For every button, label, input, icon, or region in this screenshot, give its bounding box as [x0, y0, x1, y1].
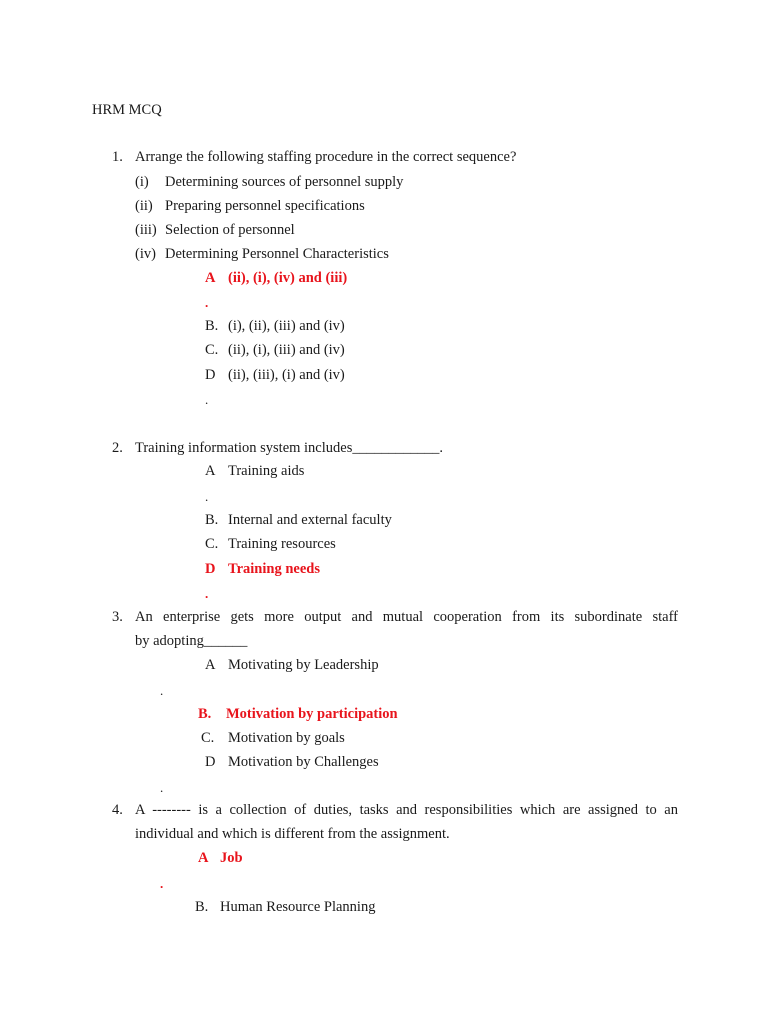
- list-dot: .: [205, 295, 209, 310]
- answer-option-text-correct: Motivation by participation: [226, 706, 398, 722]
- sub-item-text: Determining Personnel Characteristics: [165, 246, 389, 262]
- question-number: 4.: [112, 802, 123, 818]
- answer-option-label: B.: [195, 899, 209, 915]
- answer-option-text: (i), (ii), (iii) and (iv): [228, 318, 345, 334]
- answer-option-text-correct: Job: [220, 850, 243, 866]
- question-text: Training information system includes____________.: [135, 440, 443, 456]
- sub-item-label: (iv): [135, 246, 156, 262]
- list-dot: .: [160, 683, 164, 698]
- answer-option-label: C.: [201, 730, 215, 746]
- sub-item-label: (i): [135, 174, 149, 190]
- list-dot: .: [205, 489, 209, 504]
- answer-option-label-correct: A: [198, 850, 209, 866]
- answer-option-text: (ii), (iii), (i) and (iv): [228, 367, 345, 383]
- answer-option-text: (ii), (i), (iii) and (iv): [228, 342, 345, 358]
- answer-option-text: Motivation by goals: [228, 730, 345, 746]
- answer-option-label: C.: [205, 536, 219, 552]
- answer-option-text: Motivating by Leadership: [228, 657, 379, 673]
- question-text: An enterprise gets more output and mutual cooperation from its subordinate staff: [135, 609, 678, 625]
- answer-option-text: Training aids: [228, 463, 305, 479]
- answer-option-text: Training resources: [228, 536, 336, 552]
- answer-option-label: D: [205, 367, 216, 383]
- sub-item-label: (ii): [135, 198, 153, 214]
- answer-option-label-correct: D: [205, 561, 216, 577]
- answer-option-label: B.: [205, 512, 219, 528]
- sub-item-text: Determining sources of personnel supply: [165, 174, 404, 190]
- list-dot: .: [205, 586, 209, 601]
- answer-option-text-correct: Training needs: [228, 561, 320, 577]
- answer-option-text: Internal and external faculty: [228, 512, 392, 528]
- question-number: 3.: [112, 609, 123, 625]
- list-dot: .: [160, 876, 164, 891]
- question-text: A -------- is a collection of duties, tasks and responsibilities which are assigned to an: [135, 802, 678, 818]
- answer-option-label: C.: [205, 342, 219, 358]
- doc-title: HRM MCQ: [92, 102, 162, 118]
- list-dot: .: [205, 392, 209, 407]
- answer-option-label: B.: [205, 318, 219, 334]
- answer-option-label-correct: B.: [198, 706, 212, 722]
- sub-item-text: Selection of personnel: [165, 222, 295, 238]
- answer-option-text-correct: (ii), (i), (iv) and (iii): [228, 270, 348, 286]
- question-text-continued: individual and which is different from the assignment.: [135, 826, 450, 842]
- question-text: Arrange the following staffing procedure in the correct sequence?: [135, 149, 517, 165]
- question-number: 2.: [112, 440, 123, 456]
- answer-option-label: A: [205, 463, 216, 479]
- answer-option-text: Motivation by Challenges: [228, 754, 379, 770]
- question-text-continued: by adopting______: [135, 633, 248, 649]
- answer-option-text: Human Resource Planning: [220, 899, 376, 915]
- list-dot: .: [160, 780, 164, 795]
- answer-option-label: D: [205, 754, 216, 770]
- question-number: 1.: [112, 149, 123, 165]
- answer-option-label-correct: A: [205, 270, 216, 286]
- sub-item-text: Preparing personnel specifications: [165, 198, 365, 214]
- sub-item-label: (iii): [135, 222, 157, 238]
- answer-option-label: A: [205, 657, 216, 673]
